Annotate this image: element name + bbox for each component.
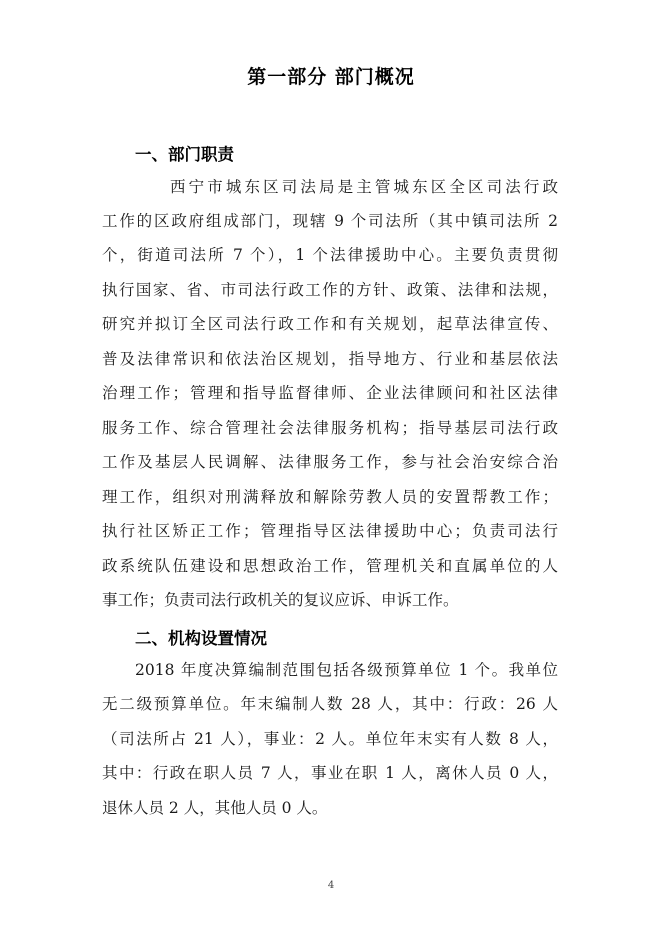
page-title: 第一部分 部门概况	[247, 66, 415, 88]
paragraph-line: 其中：行政在职人员 7 人，事业在职 1 人，离休人员 0 人，	[102, 764, 558, 782]
page-number: 4	[327, 880, 335, 891]
paragraph-line: 执行社区矫正工作；管理指导区法律援助中心；负责司法行	[102, 522, 558, 540]
paragraph-line: 工作的区政府组成部门，现辖 9 个司法所（其中镇司法所 2	[102, 212, 558, 230]
paragraph-line: 个，街道司法所 7 个），1 个法律援助中心。主要负责贯彻	[102, 246, 558, 264]
paragraph-line: 服务工作、综合管理社会法律服务机构；指导基层司法行政	[102, 419, 558, 437]
paragraph-line: 普及法律常识和依法治区规划，指导地方、行业和基层依法	[102, 350, 558, 368]
paragraph-line: 无二级预算单位。年末编制人数 28 人，其中：行政：26 人	[102, 695, 558, 713]
paragraph-line: 治理工作；管理和指导监督律师、企业法律顾问和社区法律	[102, 384, 558, 402]
section-heading-structure: 二、机构设置情况	[135, 629, 267, 648]
paragraph-line: 事工作；负责司法行政机关的复议应诉、申诉工作。	[102, 591, 459, 609]
paragraph-line: 2018 年度决算编制范围包括各级预算单位 1 个。我单位	[135, 661, 558, 679]
paragraph-line: 工作及基层人民调解、法律服务工作，参与社会治安综合治	[102, 453, 558, 471]
paragraph-line: 执行国家、省、市司法行政工作的方针、政策、法律和法规，	[102, 281, 558, 299]
paragraph-line: 研究并拟订全区司法行政工作和有关规划，起草法律宣传、	[102, 315, 558, 333]
paragraph-line: 西宁市城东区司法局是主管城东区全区司法行政	[170, 178, 558, 196]
paragraph-line: 政系统队伍建设和思想政治工作，管理机关和直属单位的人	[102, 557, 558, 575]
paragraph-line: 理工作，组织对刑满释放和解除劳教人员的安置帮教工作；	[102, 488, 558, 506]
paragraph-line: 退休人员 2 人，其他人员 0 人。	[102, 799, 328, 817]
paragraph-line: （司法所占 21 人），事业：2 人。单位年末实有人数 8 人，	[102, 730, 558, 748]
section-heading-duties: 一、部门职责	[135, 145, 234, 164]
